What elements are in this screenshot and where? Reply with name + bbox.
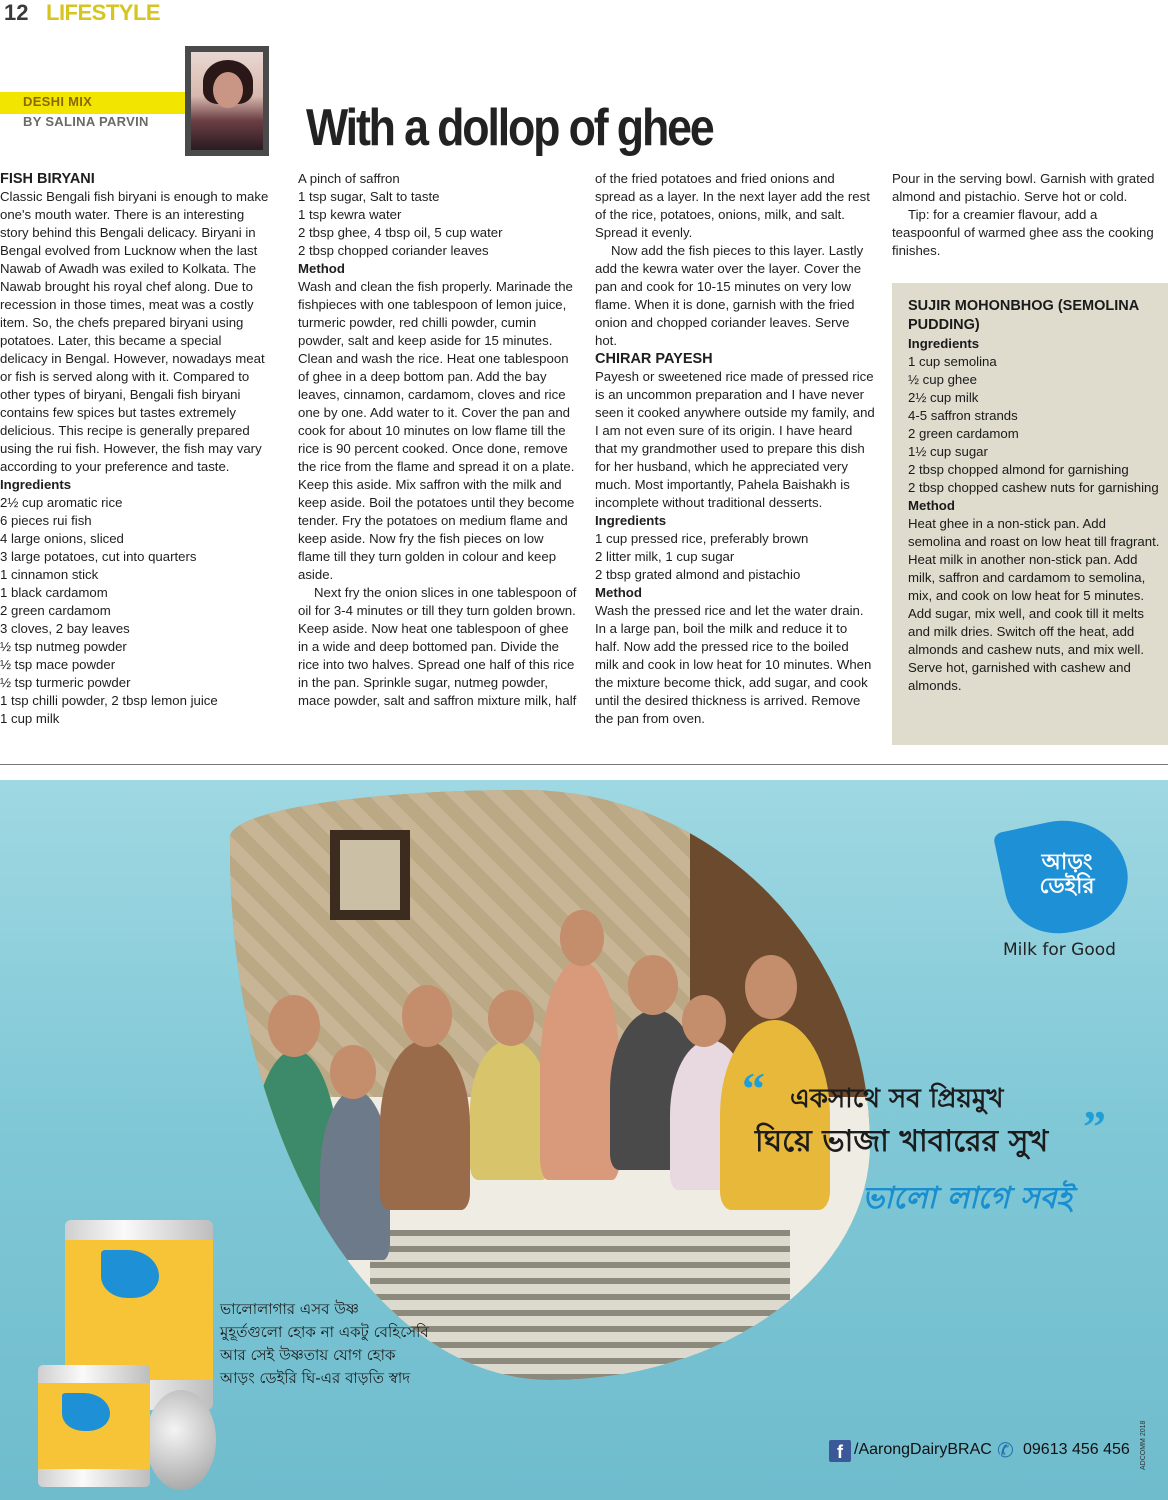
column-name: DESHI MIX [23,94,93,109]
author-photo [185,46,269,156]
ingredient-line: ½ tsp nutmeg powder [0,639,127,654]
ingredient-line: 1½ cup sugar [908,444,988,459]
slogan-line-2: ঘিয়ে ভাজা খাবারের সুখ [755,1124,1049,1159]
recipe-subheading: Ingredients [0,477,72,492]
tin-lid [146,1390,216,1490]
recipe-heading: CHIRAR PAYESH [595,351,713,367]
paragraph: Payesh or sweetened rice made of pressed rice is an uncommon preparation and I have never seen it cooked anywhere outside my family, and I am not even sure of its origin. I have heard that my grandmother used to prepare this dish for her husband, which he appreciated very much. Most importantly, Pahela Baishakh is incomplete without traditional desserts. [595,369,875,510]
page-divider [0,764,1168,765]
ingredient-line: 2 green cardamom [0,603,111,618]
ingredient-line: 3 cloves, 2 bay leaves [0,621,130,636]
recipe-sidebar [892,283,1168,745]
slogan-line-1: একসাথে সব প্রিয়মুখ [790,1084,1004,1114]
paragraph: of the fried potatoes and fried onions and spread as a layer. In the next layer add the rest of the rice, potatoes, onions, milk, and salt. Spread it evenly. [595,171,870,240]
ingredient-line: ½ tsp turmeric powder [0,675,131,690]
recipe-subheading: Method [595,585,642,600]
advert-body-copy [220,1298,429,1390]
section-name: LIFESTYLE [46,0,161,25]
ingredient-line: 2 tbsp grated almond and pistachio [595,567,801,582]
slogan-line-3: ভালো লাগে সবই [862,1181,1072,1216]
recipe-subheading: Method [908,498,955,513]
ingredient-line: 2½ cup aromatic rice [0,495,123,510]
ingredient-line: 3 large potatoes, cut into quarters [0,549,197,564]
ingredient-line: 2 tbsp chopped cashew nuts for garnishing [908,480,1159,495]
ingredient-line: 2 green cardamom [908,426,1019,441]
advert-body-line: মুহূর্তগুলো হোক না একটু বেহিসেবি [220,1323,429,1341]
ingredient-line: A pinch of saffron [298,171,400,186]
page-header [0,0,1168,30]
ingredient-line: 1 cup pressed rice, preferably brown [595,531,809,546]
ingredient-line: ½ tsp mace powder [0,657,116,672]
paragraph: Heat ghee in a non-stick pan. Add semolina and roast on low heat till fragrant. Heat milk in another non-stick pan. Add milk, saffron and cardamom to semolina, mix, and cook on low heat for 5 minutes. Add sugar, mix well, and cook till it melts and milk dries. Switch off the heat, add almonds and cashew nuts, and mix well. Serve hot, garnished with cashew and almonds. [908,516,1160,693]
quote-close-mark: ” [1083,1101,1106,1152]
recipe-heading: SUJIR MOHONBHOG (SEMOLINA PUDDING) [908,298,1139,333]
paragraph: Classic Bengali fish biryani is enough to make one's mouth water. There is an interesting story behind this Bengali delicacy. Biryani in Bengal evolved from Lucknow when the last Nawab of Awadh was exiled to Kolkata. The Nawab brought his royal chef along. Due to recession in those times, meat was a costly item. So, the chefs prepared biryani using potatoes. Later, this became a special delicacy in Bengal. However, nowadays meat or fish is served along with it. Compared to other types of biryani, Bengali fish biryani contains few spices but tastes extremely delicious. This recipe is generally prepared using the rui fish. However, the fish may vary according to your preference and taste. [0,189,269,474]
facebook-handle: /AarongDairyBRAC [854,1441,992,1458]
recipe-subheading: Ingredients [595,513,667,528]
paragraph: Pour in the serving bowl. Garnish with grated almond and pistachio. Serve hot or cold. [892,171,1155,204]
page-number: 12 [4,0,29,25]
author-name: BY SALINA PARVIN [23,114,149,129]
paragraph: Wash the pressed rice and let the water drain. In a large pan, boil the milk and reduce it to half. Now add the pressed rice to the boiled milk and cook in low heat for 10 minutes. When the mixture become thick, add sugar, and cook until the desired thickness is arrived. Remove the pan from oven. [595,603,872,726]
ingredient-line: 1 cup semolina [908,354,997,369]
recipe-subheading: Method [298,261,345,276]
ingredient-line: 1 cup milk [0,711,60,726]
paragraph: Tip: for a creamier flavour, add a teaspoonful of warmed ghee ass the cooking finishes. [892,207,1154,258]
paragraph: Now add the fish pieces to this layer. Lastly add the kewra water over the layer. Cover the pan and cook for 10-15 minutes on very low flame. When it is done, garnish with the fried onion and chopped coriander leaves. Serve hot. [595,243,864,348]
phone-number: 09613 456 456 [1023,1441,1130,1458]
ingredient-line: 1 black cardamom [0,585,108,600]
advertisement [0,780,1168,1500]
ingredient-line: 2 tbsp ghee, 4 tbsp oil, 5 cup water [298,225,503,240]
phone-icon: ✆ [997,1438,1014,1462]
ingredient-line: 6 pieces rui fish [0,513,92,528]
ingredient-line: 2 litter milk, 1 cup sugar [595,549,735,564]
recipe-subheading: Ingredients [908,336,980,351]
family-dinner-photo [230,790,870,1380]
facebook-icon: f [829,1440,851,1462]
article-column-3 [595,170,875,728]
ingredient-line: 2 tbsp chopped coriander leaves [298,243,489,258]
ingredient-line: 1 cinnamon stick [0,567,99,582]
ingredient-line: 4 large onions, sliced [0,531,124,546]
paragraph: Wash and clean the fish properly. Marinade the fishpieces with one tablespoon of lemon juice, turmeric powder, red chilli powder, cumin powder, salt and keep aside for 15 minutes. Clean and wash the rice. Heat one tablespoon of ghee in a deep bottom pan. Add the bay leaves, cinnamon, cardamom, cloves and rice one by one. Add water to it. Cover the pan and cook for about 10 minutes on low flame till the rice is 90 percent cooked. Once done, remove the rice from the flame and spread it on a plate. Keep this aside. Mix saffron with the milk and keep aside. Boil the potatoes until they become tender. Fry the potatoes on medium flame and keep aside. Now fry the fish pieces on low flame till they turn golden in colour and keep aside. [298,279,575,582]
ingredient-line: 1 tsp sugar, Salt to taste [298,189,440,204]
paragraph: Next fry the onion slices in one tablespoon of oil for 3-4 minutes or till they turn golden brown. Keep aside. Now heat one tablespoon of ghee in a wide and deep bottomed pan. Divide the rice into two halves. Spread one half of this rice in the pan. Sprinkle sugar, nutmeg powder, mace powder, salt and saffron mixture milk, half [298,585,577,708]
article-column-4 [892,170,1168,260]
quote-open-mark: “ [742,1063,765,1114]
article-column-1 [0,170,272,728]
ingredient-line: ½ cup ghee [908,372,977,387]
advert-body-line: আড়ং ডেইরি ঘি-এর বাড়তি স্বাদ [220,1369,411,1387]
ingredient-line: 4-5 saffron strands [908,408,1018,423]
advert-body-line: আর সেই উষ্ণতায় যোগ হোক [220,1346,396,1364]
ingredient-line: 1 tsp chilli powder, 2 tbsp lemon juice [0,693,218,708]
brand-logo-text: আড়ং ডেইরি [1039,849,1095,898]
article-column-2 [298,170,578,710]
ingredient-line: 1 tsp kewra water [298,207,402,222]
brand-tagline: Milk for Good [1003,940,1116,960]
recipe-heading: FISH BIRYANI [0,171,95,187]
agency-credit: ADCOMM 2018 [1140,1420,1147,1470]
headline: With a dollop of ghee [306,99,713,157]
ghee-tin-small [38,1365,150,1487]
ingredient-line: 2½ cup milk [908,390,979,405]
advert-body-line: ভালোলাগার এসব উষ্ণ [220,1300,359,1318]
ingredient-line: 2 tbsp chopped almond for garnishing [908,462,1129,477]
